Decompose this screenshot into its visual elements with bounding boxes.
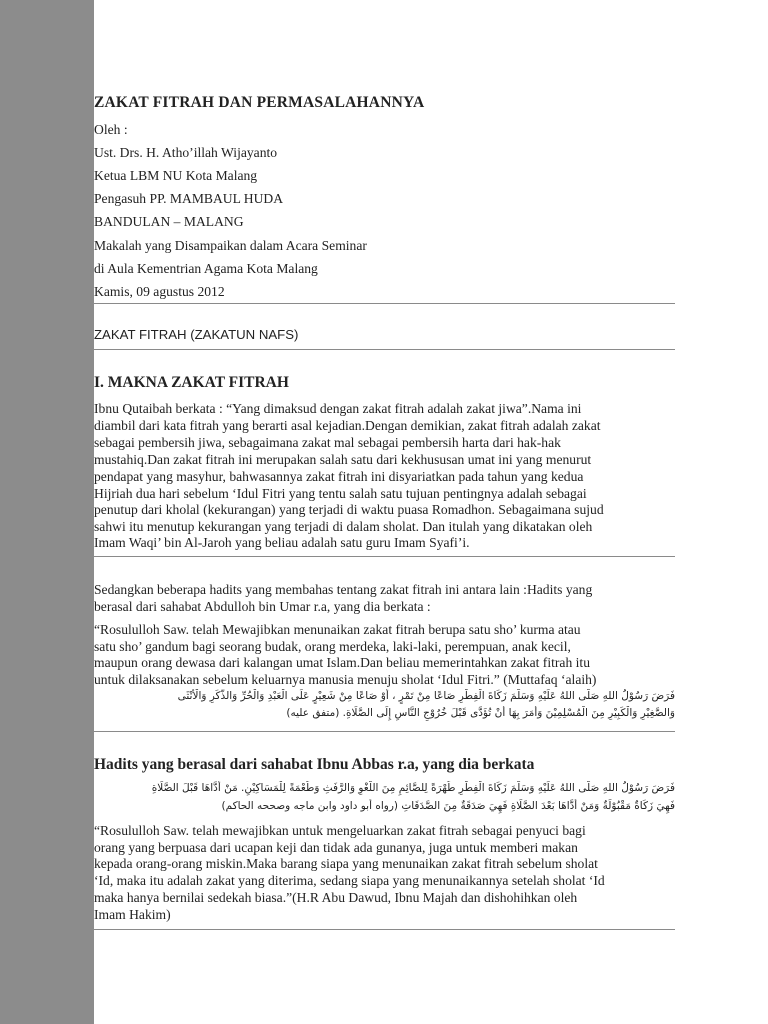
- divider: [94, 731, 675, 732]
- paragraph-line: penutup dari kholal (kekurangan) yang terjadi di waktu puasa Romadhon. Sebagaimana sujud: [94, 502, 604, 517]
- divider: [94, 303, 675, 304]
- translation-line: Imam Hakim): [94, 907, 171, 922]
- document-page: [94, 0, 675, 1024]
- section-heading: I. MAKNA ZAKAT FITRAH: [94, 374, 289, 391]
- document-title: ZAKAT FITRAH DAN PERMASALAHANNYA: [94, 94, 425, 111]
- paragraph-line: sahwi itu menutup kekurangan yang terjadi di dalam sholat. Dan itulah yang dikatakan oleh: [94, 519, 593, 534]
- byline-line: Pengasuh PP. MAMBAUL HUDA: [94, 191, 284, 206]
- arabic-hadith-line: فَهِيَ زَكَاةٌ مَقْبُوْلَةٌ وَمَنْ أَدَّاهَا بَعْدَ الصَّلَاةِ فَهِيَ صَدَقَةٌ مِنَ الصَّدَقَاتِ (رواه أبو داود وابن ماجه وصححه الحاكم): [221, 800, 675, 812]
- arabic-hadith-line: فَرَضَ رَسُوْلُ اللهِ صَلَّى اللهُ عَلَيْهِ وَسَلَّمَ زَكَاةَ الْفِطْرِ صَاعًا مِنْ تَمْرٍ ، أَوْ صَاعًا مِنْ شَعِيْرٍ عَلَى الْعَبْدِ وَالْحُرِّ وَالذَّكَرِ وَالْأُنْثَى: [177, 690, 675, 702]
- translation-line: kepada orang-orang miskin.Maka barang siapa yang menunaikan zakat fitrah sebelum sholat: [94, 856, 598, 871]
- byline-line: Kamis, 09 agustus 2012: [94, 284, 225, 299]
- byline-line: Makalah yang Disampaikan dalam Acara Seminar: [94, 238, 367, 253]
- paragraph-line: pendapat yang masyhur, bahwasannya zakat fitrah ini disyariatkan pada tahun yang kedua: [94, 469, 584, 484]
- byline-line: Oleh :: [94, 122, 128, 137]
- arabic-hadith-line: وَالصَّغِيْرِ وَالْكَبِيْرِ مِنَ الْمُسْلِمِيْنَ وَأَمَرَ بِهَا أَنْ تُؤَدَّى قَبْلَ خُرُوْجِ النَّاسِ إِلَى الصَّلَاةِ. (متفق عليه): [286, 707, 675, 719]
- paragraph-line: sebagai pembersih jiwa, sebagaimana zakat mal sebagai pembersih harta dari hak-hak: [94, 435, 561, 450]
- byline-line: di Aula Kementrian Agama Kota Malang: [94, 261, 318, 276]
- byline-line: Ust. Drs. H. Atho’illah Wijayanto: [94, 145, 278, 160]
- translation-line: “Rosululloh Saw. telah Mewajibkan menunaikan zakat fitrah berupa satu sho’ kurma atau: [94, 622, 581, 637]
- translation-line: maupun orang dewasa dari kalangan umat Islam.Dan beliau memerintahkan zakat fitrah itu: [94, 655, 590, 670]
- paragraph-line: Ibnu Qutaibah berkata : “Yang dimaksud dengan zakat fitrah adalah zakat jiwa”.Nama ini: [94, 401, 582, 416]
- subtitle: ZAKAT FITRAH (ZAKATUN NAFS): [94, 327, 299, 342]
- translation-line: satu sho’ gandum bagi seorang budak, orang merdeka, laki-laki, perempuan, anak kecil,: [94, 639, 571, 654]
- viewer-sidebar: [0, 0, 94, 1024]
- translation-line: orang yang berpuasa dari ucapan keji dan tidak ada gunanya, juga untuk memberi makan: [94, 840, 578, 855]
- section-heading: Hadits yang berasal dari sahabat Ibnu Abbas r.a, yang dia berkata: [94, 756, 535, 773]
- paragraph-line: berasal dari sahabat Abdulloh bin Umar r.a, yang dia berkata :: [94, 599, 431, 614]
- paragraph-line: diambil dari kata fitrah yang berarti asal kejadian.Dengan demikian, zakat fitrah adalah zakat: [94, 418, 601, 433]
- byline-line: Ketua LBM NU Kota Malang: [94, 168, 258, 183]
- divider: [94, 349, 675, 350]
- translation-line: maka hanya bernilai sedekah biasa.”(H.R Abu Dawud, Ibnu Majah dan dishohihkan oleh: [94, 890, 578, 905]
- translation-line: “Rosululloh Saw. telah mewajibkan untuk mengeluarkan zakat fitrah sebagai penyuci bagi: [94, 823, 586, 838]
- paragraph-line: mustahiq.Dan zakat fitrah ini merupakan salah satu dari kekhususan umat ini yang menurut: [94, 452, 592, 467]
- byline-line: BANDULAN – MALANG: [94, 214, 244, 229]
- paragraph-line: Hijriah dua hari sebelum ‘Idul Fitri yang tentu salah satu tujuan pentingnya adalah sebagai: [94, 486, 587, 501]
- divider: [94, 556, 675, 557]
- arabic-hadith-line: فَرَضَ رَسُوْلُ اللهِ صَلَّى اللهُ عَلَيْهِ وَسَلَّمَ زَكَاةَ الْفِطْرِ طُهْرَةً لِلصَّائِمِ مِنَ اللَّغْوِ وَالرَّفَثِ وَطُعْمَةً لِلْمَسَاكِيْنِ. مَنْ أَدَّاهَا قَبْلَ الصَّلَاةِ: [151, 782, 675, 794]
- paragraph-line: Imam Waqi’ bin Al-Jaroh yang beliau adalah satu guru Imam Syafi’i.: [94, 535, 470, 550]
- paragraph-line: Sedangkan beberapa hadits yang membahas tentang zakat fitrah ini antara lain :Hadits yang: [94, 582, 593, 597]
- translation-line: untuk dilaksanakan sebelum keluarnya manusia menuju sholat ‘Idul Fitri.” (Muttafaq ‘alaih): [94, 672, 597, 687]
- divider: [94, 929, 675, 930]
- translation-line: ‘Id, maka itu adalah zakat yang diterima, sedang siapa yang menunaikannya setelah sholat ‘Id: [94, 873, 605, 888]
